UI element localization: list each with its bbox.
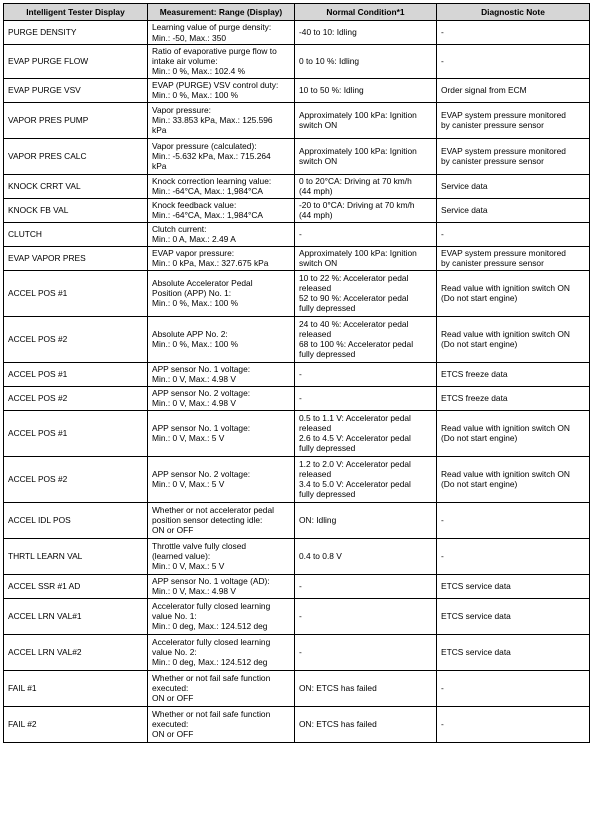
cell-tester-display: ACCEL POS #1 xyxy=(4,270,148,316)
cell-diagnostic-note: Read value with ignition switch ON (Do not start engine) xyxy=(437,316,590,362)
cell-normal-condition: 1.2 to 2.0 V: Accelerator pedal released 3.4 to 5.0 V: Accelerator pedal fully depressed xyxy=(295,456,437,502)
cell-tester-display: FAIL #2 xyxy=(4,706,148,742)
cell-measurement-range: Knock correction learning value: Min.: -64°CA, Max.: 1,984°CA xyxy=(148,174,295,198)
cell-normal-condition: 10 to 22 %: Accelerator pedal released 52 to 90 %: Accelerator pedal fully depressed xyxy=(295,270,437,316)
header-normal-condition: Normal Condition*1 xyxy=(295,4,437,21)
cell-diagnostic-note: - xyxy=(437,706,590,742)
cell-tester-display: ACCEL SSR #1 AD xyxy=(4,574,148,598)
cell-tester-display: ACCEL IDL POS xyxy=(4,502,148,538)
cell-measurement-range: Knock feedback value: Min.: -64°CA, Max.: 1,984°CA xyxy=(148,198,295,222)
table-row xyxy=(4,634,590,670)
table-row xyxy=(4,706,590,742)
cell-tester-display: ACCEL POS #1 xyxy=(4,410,148,456)
cell-measurement-range: APP sensor No. 1 voltage: Min.: 0 V, Max.: 5 V xyxy=(148,410,295,456)
cell-tester-display: CLUTCH xyxy=(4,222,148,246)
table-row xyxy=(4,222,590,246)
cell-measurement-range: EVAP (PURGE) VSV control duty: Min.: 0 %, Max.: 100 % xyxy=(148,78,295,102)
cell-measurement-range: Absolute Accelerator Pedal Position (APP) No. 1: Min.: 0 %, Max.: 100 % xyxy=(148,270,295,316)
cell-normal-condition: - xyxy=(295,222,437,246)
header-diagnostic-note: Diagnostic Note xyxy=(437,4,590,21)
cell-measurement-range: Accelerator fully closed learning value No. 1: Min.: 0 deg, Max.: 124.512 deg xyxy=(148,598,295,634)
cell-normal-condition: Approximately 100 kPa: Ignition switch ON xyxy=(295,138,437,174)
cell-normal-condition: - xyxy=(295,598,437,634)
cell-tester-display: PURGE DENSITY xyxy=(4,21,148,45)
cell-diagnostic-note: - xyxy=(437,45,590,79)
cell-measurement-range: Whether or not accelerator pedal position sensor detecting idle: ON or OFF xyxy=(148,502,295,538)
cell-diagnostic-note: - xyxy=(437,538,590,574)
cell-normal-condition: - xyxy=(295,574,437,598)
table-row xyxy=(4,102,590,138)
cell-tester-display: EVAP PURGE FLOW xyxy=(4,45,148,79)
cell-tester-display: ACCEL POS #1 xyxy=(4,362,148,386)
cell-measurement-range: Vapor pressure: Min.: 33.853 kPa, Max.: 125.596 kPa xyxy=(148,102,295,138)
header-tester-display: Intelligent Tester Display xyxy=(4,4,148,21)
table-row xyxy=(4,386,590,410)
cell-diagnostic-note: Read value with ignition switch ON (Do not start engine) xyxy=(437,410,590,456)
cell-diagnostic-note: Order signal from ECM xyxy=(437,78,590,102)
cell-diagnostic-note: Service data xyxy=(437,174,590,198)
cell-tester-display: VAPOR PRES CALC xyxy=(4,138,148,174)
cell-normal-condition: - xyxy=(295,362,437,386)
cell-normal-condition: 0 to 20°CA: Driving at 70 km/h (44 mph) xyxy=(295,174,437,198)
table-row xyxy=(4,198,590,222)
cell-normal-condition: 10 to 50 %: Idling xyxy=(295,78,437,102)
cell-tester-display: ACCEL POS #2 xyxy=(4,316,148,362)
cell-tester-display: VAPOR PRES PUMP xyxy=(4,102,148,138)
table-row xyxy=(4,270,590,316)
cell-diagnostic-note: ETCS service data xyxy=(437,634,590,670)
table-row xyxy=(4,410,590,456)
cell-measurement-range: APP sensor No. 2 voltage: Min.: 0 V, Max.: 4.98 V xyxy=(148,386,295,410)
cell-measurement-range: APP sensor No. 2 voltage: Min.: 0 V, Max.: 5 V xyxy=(148,456,295,502)
cell-normal-condition: -20 to 0°CA: Driving at 70 km/h (44 mph) xyxy=(295,198,437,222)
cell-normal-condition: ON: Idling xyxy=(295,502,437,538)
table-row xyxy=(4,362,590,386)
cell-diagnostic-note: EVAP system pressure monitored by canister pressure sensor xyxy=(437,246,590,270)
cell-normal-condition: 0.4 to 0.8 V xyxy=(295,538,437,574)
diagnostic-data-table xyxy=(3,3,590,743)
cell-tester-display: EVAP VAPOR PRES xyxy=(4,246,148,270)
cell-measurement-range: Ratio of evaporative purge flow to intake air volume: Min.: 0 %, Max.: 102.4 % xyxy=(148,45,295,79)
cell-tester-display: ACCEL POS #2 xyxy=(4,456,148,502)
cell-measurement-range: Whether or not fail safe function executed: ON or OFF xyxy=(148,670,295,706)
cell-measurement-range: EVAP vapor pressure: Min.: 0 kPa, Max.: 327.675 kPa xyxy=(148,246,295,270)
cell-tester-display: ACCEL POS #2 xyxy=(4,386,148,410)
cell-diagnostic-note: ETCS service data xyxy=(437,574,590,598)
cell-diagnostic-note: EVAP system pressure monitored by canister pressure sensor xyxy=(437,102,590,138)
cell-tester-display: EVAP PURGE VSV xyxy=(4,78,148,102)
cell-diagnostic-note: - xyxy=(437,670,590,706)
cell-measurement-range: Absolute APP No. 2: Min.: 0 %, Max.: 100 % xyxy=(148,316,295,362)
cell-tester-display: ACCEL LRN VAL#1 xyxy=(4,598,148,634)
cell-diagnostic-note: Read value with ignition switch ON (Do not start engine) xyxy=(437,270,590,316)
cell-diagnostic-note: Service data xyxy=(437,198,590,222)
table-row xyxy=(4,138,590,174)
cell-diagnostic-note: - xyxy=(437,502,590,538)
cell-normal-condition: -40 to 10: Idling xyxy=(295,21,437,45)
cell-measurement-range: Accelerator fully closed learning value No. 2: Min.: 0 deg, Max.: 124.512 deg xyxy=(148,634,295,670)
cell-diagnostic-note: - xyxy=(437,222,590,246)
table-row xyxy=(4,456,590,502)
table-row xyxy=(4,670,590,706)
table-body xyxy=(4,21,590,743)
cell-tester-display: KNOCK CRRT VAL xyxy=(4,174,148,198)
table-row xyxy=(4,598,590,634)
cell-diagnostic-note: ETCS freeze data xyxy=(437,386,590,410)
cell-diagnostic-note: Read value with ignition switch ON (Do not start engine) xyxy=(437,456,590,502)
cell-tester-display: KNOCK FB VAL xyxy=(4,198,148,222)
cell-measurement-range: Whether or not fail safe function executed: ON or OFF xyxy=(148,706,295,742)
cell-tester-display: FAIL #1 xyxy=(4,670,148,706)
table-row xyxy=(4,174,590,198)
cell-normal-condition: - xyxy=(295,386,437,410)
header-measurement-range: Measurement: Range (Display) xyxy=(148,4,295,21)
cell-diagnostic-note: - xyxy=(437,21,590,45)
table-row xyxy=(4,574,590,598)
cell-normal-condition: ON: ETCS has failed xyxy=(295,706,437,742)
table-row xyxy=(4,78,590,102)
cell-tester-display: ACCEL LRN VAL#2 xyxy=(4,634,148,670)
cell-measurement-range: Vapor pressure (calculated): Min.: -5.632 kPa, Max.: 715.264 kPa xyxy=(148,138,295,174)
cell-diagnostic-note: EVAP system pressure monitored by canister pressure sensor xyxy=(437,138,590,174)
cell-measurement-range: Clutch current: Min.: 0 A, Max.: 2.49 A xyxy=(148,222,295,246)
cell-measurement-range: Throttle valve fully closed (learned value): Min.: 0 V, Max.: 5 V xyxy=(148,538,295,574)
cell-normal-condition: - xyxy=(295,634,437,670)
table-row xyxy=(4,538,590,574)
cell-measurement-range: Learning value of purge density: Min.: -50, Max.: 350 xyxy=(148,21,295,45)
cell-diagnostic-note: ETCS service data xyxy=(437,598,590,634)
cell-normal-condition: ON: ETCS has failed xyxy=(295,670,437,706)
cell-normal-condition: 24 to 40 %: Accelerator pedal released 68 to 100 %: Accelerator pedal fully depressed xyxy=(295,316,437,362)
table-row xyxy=(4,246,590,270)
cell-normal-condition: Approximately 100 kPa: Ignition switch ON xyxy=(295,246,437,270)
header-row xyxy=(4,4,590,21)
cell-measurement-range: APP sensor No. 1 voltage (AD): Min.: 0 V, Max.: 4.98 V xyxy=(148,574,295,598)
cell-diagnostic-note: ETCS freeze data xyxy=(437,362,590,386)
cell-tester-display: THRTL LEARN VAL xyxy=(4,538,148,574)
table-row xyxy=(4,316,590,362)
table-header xyxy=(4,4,590,21)
table-row xyxy=(4,21,590,45)
table-row xyxy=(4,502,590,538)
table-row xyxy=(4,45,590,79)
cell-normal-condition: 0 to 10 %: Idling xyxy=(295,45,437,79)
cell-normal-condition: Approximately 100 kPa: Ignition switch ON xyxy=(295,102,437,138)
cell-normal-condition: 0.5 to 1.1 V: Accelerator pedal released 2.6 to 4.5 V: Accelerator pedal fully depressed xyxy=(295,410,437,456)
data-list-sheet xyxy=(3,3,590,743)
cell-measurement-range: APP sensor No. 1 voltage: Min.: 0 V, Max.: 4.98 V xyxy=(148,362,295,386)
